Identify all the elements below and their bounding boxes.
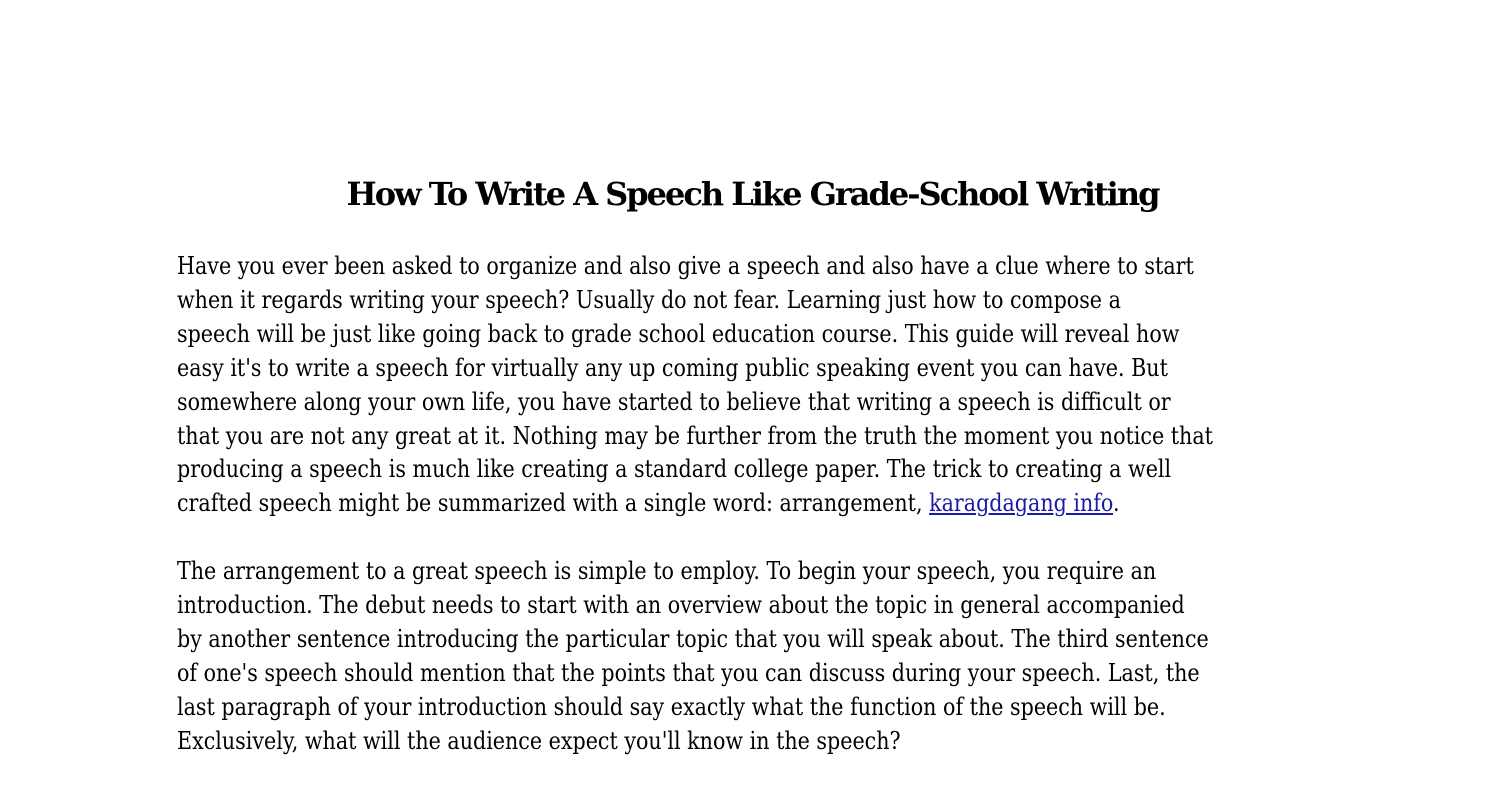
paragraph-2-line: Exclusively, what will the audience expect you'll know in the speech?: [177, 726, 901, 755]
paragraph-1-line: Have you ever been asked to organize and also give a speech and also have a clue where to start: [177, 252, 1194, 280]
paragraph-2-line: last paragraph of your introduction should say exactly what the function of the speech will be.: [177, 692, 1166, 721]
paragraph-1: [177, 250, 1213, 521]
last-line-period: .: [1113, 489, 1120, 518]
paragraph-1-line: that you are not any great at it. Nothing may be further from the truth the moment you notice that: [177, 421, 1213, 450]
paragraph-1-line: when it regards writing your speech? Usually do not fear. Learning just how to compose a: [177, 285, 1121, 314]
paragraph-1-last-line: [177, 487, 1175, 521]
karagdagang-info-link[interactable]: karagdagang info: [929, 489, 1114, 518]
paragraph-2-line: introduction. The debut needs to start with an overview about the topic in general accompanied: [177, 590, 1185, 619]
paragraph-1-line: easy it's to write a speech for virtually any up coming public speaking event you can have. But: [177, 353, 1168, 382]
paragraph-2: [177, 555, 1209, 758]
paragraph-1-line: somewhere along your own life, you have started to believe that writing a speech is difficult or: [177, 387, 1171, 416]
document-title: How To Write A Speech Like Grade-School Writing: [346, 175, 1159, 213]
paragraph-1-line: speech will be just like going back to grade school education course. This guide will reveal how: [177, 319, 1180, 348]
last-line-text: crafted speech might be summarized with a single word: arrangement,: [177, 489, 930, 518]
paragraph-2-line: by another sentence introducing the particular topic that you will speak about. The third sentence: [177, 624, 1209, 653]
paragraph-2-line: of one's speech should mention that the points that you can discuss during your speech. Last, the: [177, 658, 1200, 687]
paragraph-1-line: producing a speech is much like creating a standard college paper. The trick to creating a well: [177, 455, 1172, 484]
paragraph-2-line: The arrangement to a great speech is simple to employ. To begin your speech, you require an: [177, 557, 1157, 585]
